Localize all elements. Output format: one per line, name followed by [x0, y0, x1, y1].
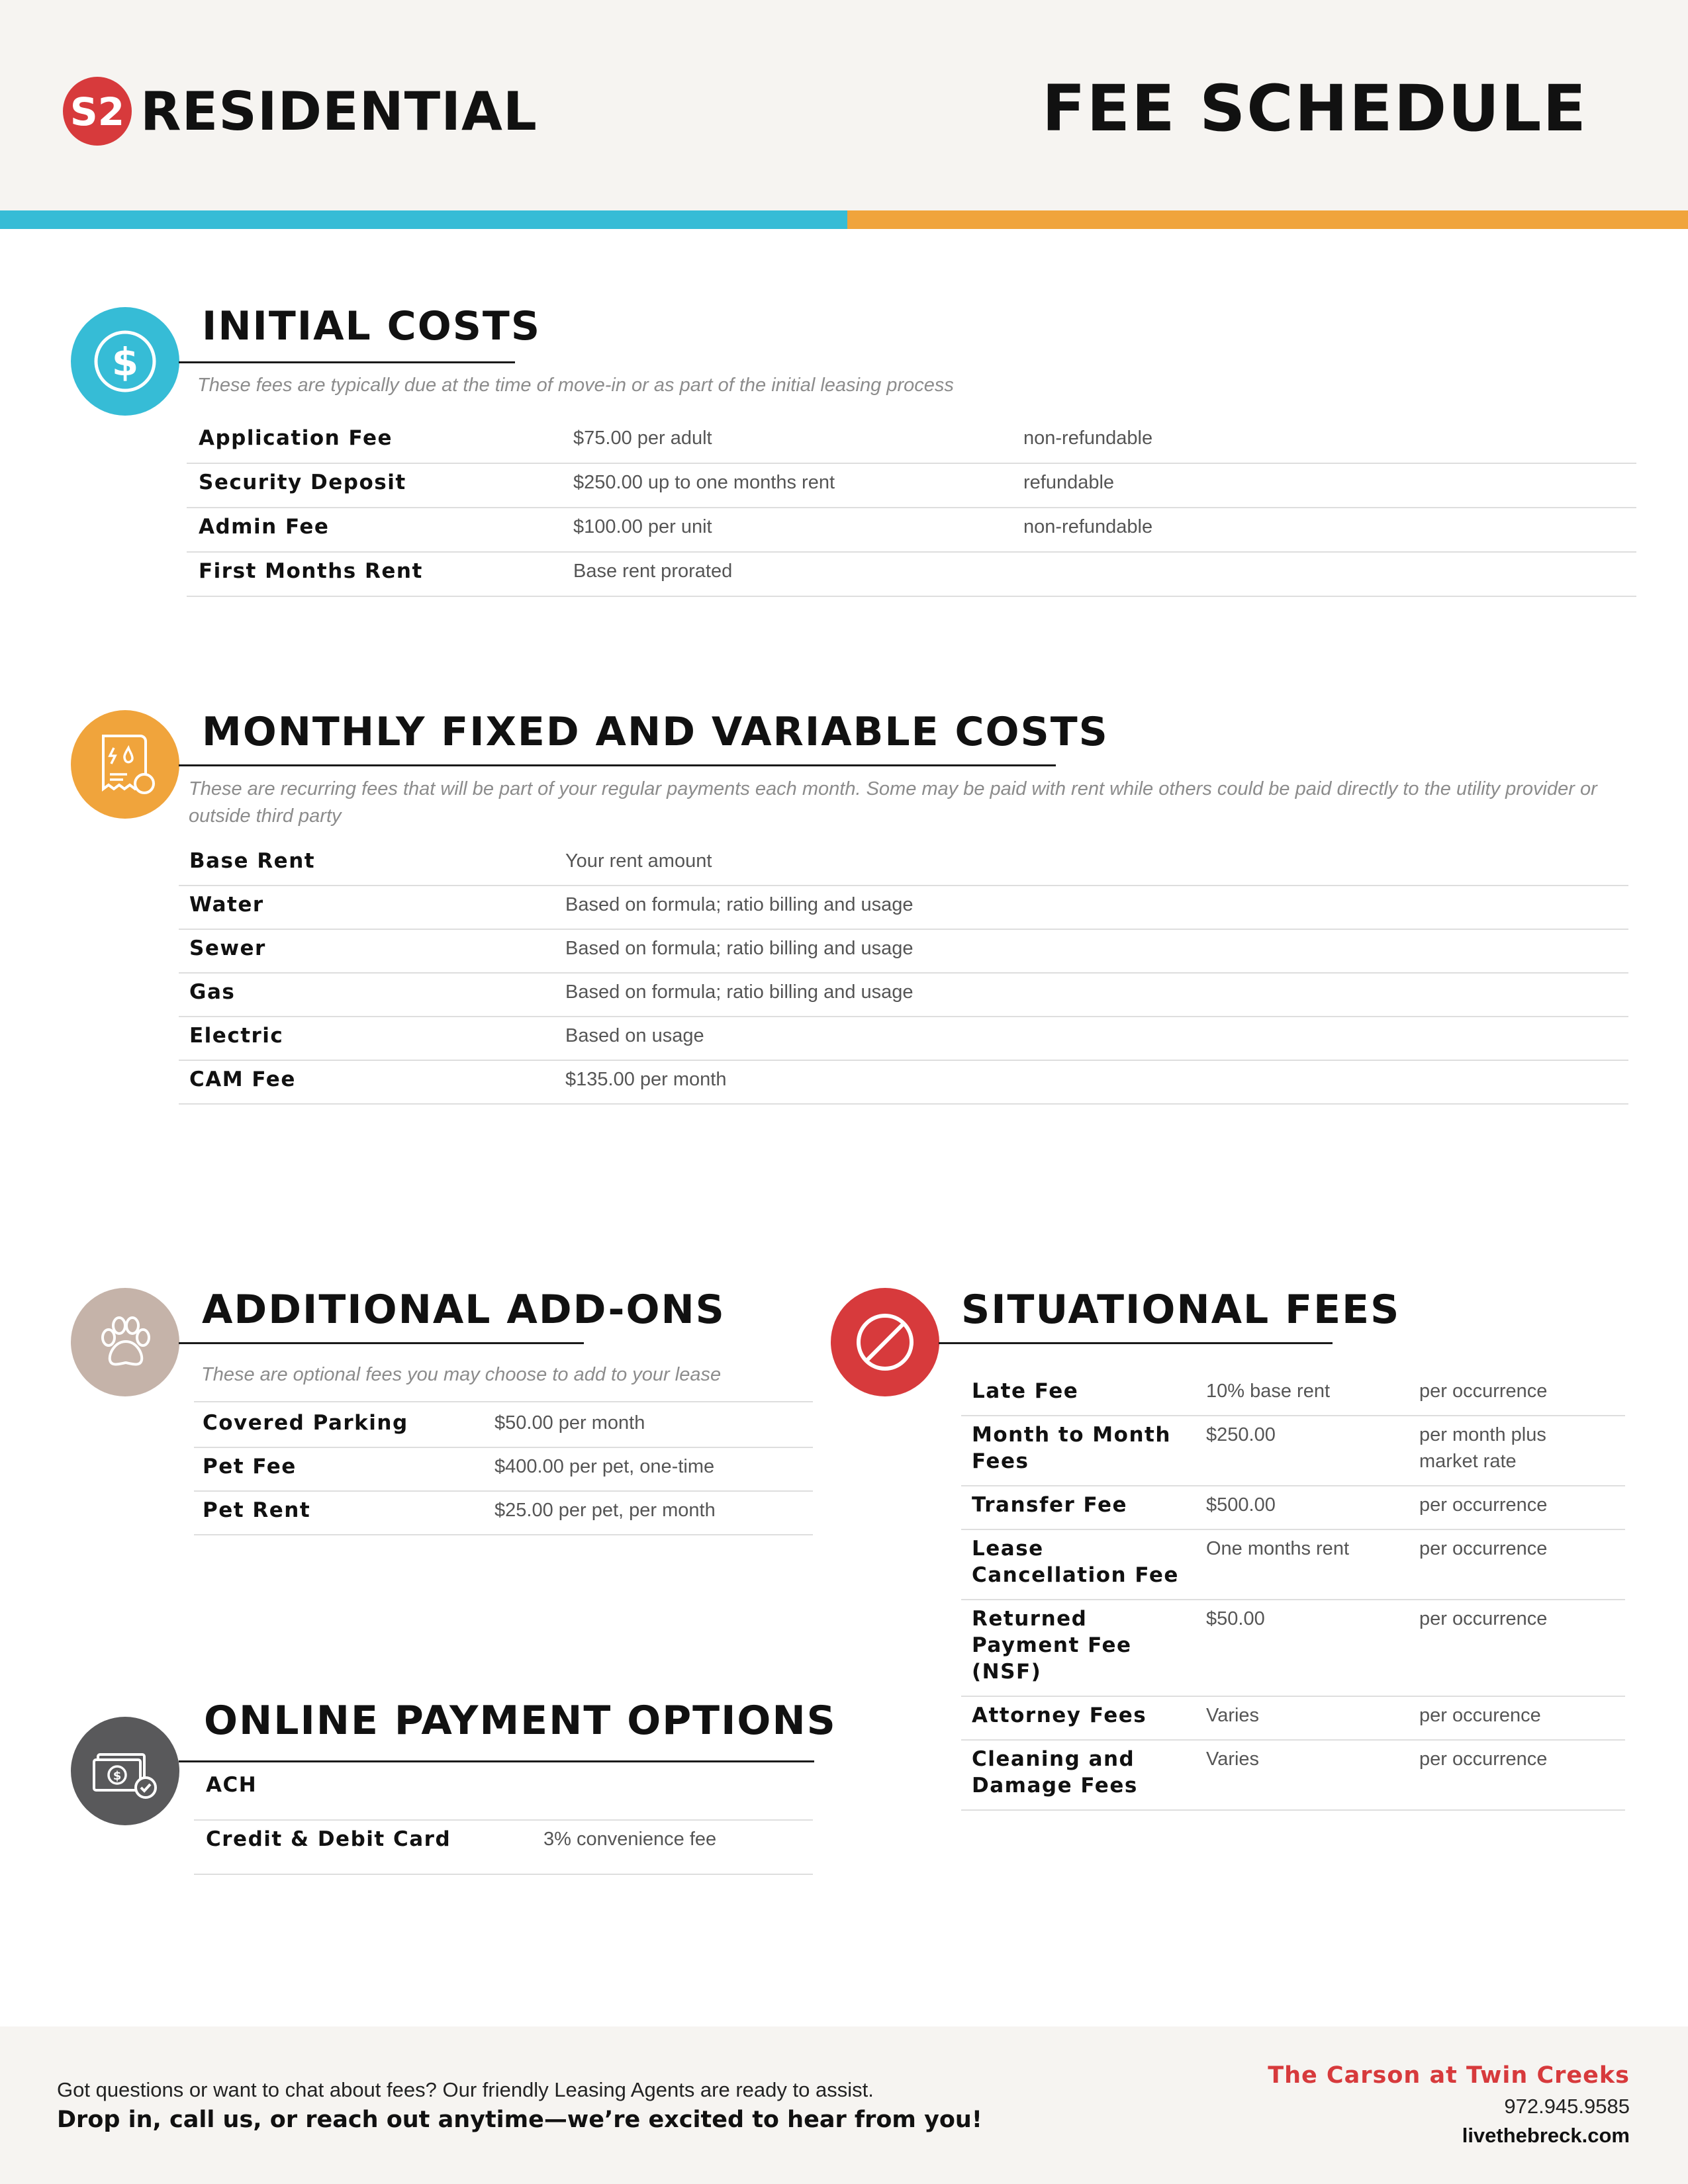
- company-logo: [61, 74, 538, 148]
- fee-label: Cleaning and: [972, 1747, 1135, 1771]
- fee-label: Water: [189, 893, 264, 917]
- fee-label: Credit & Debit Card: [206, 1827, 451, 1851]
- table-row: [187, 418, 1636, 464]
- situational-fees-title: SITUATIONAL FEES: [961, 1287, 1401, 1333]
- dollar-icon: [71, 307, 179, 416]
- fee-amount: Base rent prorated: [573, 561, 733, 582]
- property-name: The Carson at Twin Creeks: [1268, 2062, 1630, 2089]
- fee-note: per occurence: [1419, 1705, 1541, 1726]
- fee-label: Pet Rent: [203, 1498, 311, 1522]
- logo-wordmark: RESIDENTIAL: [140, 80, 538, 142]
- fee-amount: Varies: [1206, 1705, 1260, 1726]
- fee-amount: 10% base rent: [1206, 1381, 1331, 1402]
- fee-amount: $250.00 up to one months rent: [573, 472, 835, 493]
- fee-amount: $50.00: [1206, 1608, 1265, 1629]
- table-row: [961, 1739, 1625, 1811]
- fee-label: CAM Fee: [189, 1068, 296, 1091]
- table-row: [179, 972, 1628, 1017]
- table-row: [179, 1016, 1628, 1061]
- fee-note: per occurrence: [1419, 1381, 1548, 1402]
- monthly-costs-title: MONTHLY FIXED AND VARIABLE COSTS: [202, 709, 1109, 755]
- fee-label: Month to Month: [972, 1423, 1171, 1447]
- fee-amount: Based on formula; ratio billing and usage: [565, 938, 914, 959]
- fee-label: Payment Fee: [972, 1633, 1132, 1657]
- fee-note: per occurrence: [1419, 1749, 1548, 1770]
- svg-text:$: $: [111, 340, 139, 385]
- fee-label: Late Fee: [972, 1379, 1079, 1403]
- fee-label: ACH: [206, 1773, 258, 1797]
- fee-label: First Months Rent: [199, 559, 423, 583]
- fee-label: Damage Fees: [972, 1774, 1138, 1797]
- fee-note: market rate: [1419, 1451, 1517, 1472]
- fee-label: Admin Fee: [199, 515, 330, 539]
- fee-amount: One months rent: [1206, 1538, 1349, 1559]
- table-row: [187, 507, 1636, 553]
- payment-icon: [71, 1717, 179, 1825]
- fee-amount: $75.00 per adult: [573, 428, 712, 449]
- footer: [0, 2026, 1688, 2184]
- addons-description: These are optional fees you may choose to add to your lease: [201, 1364, 722, 1385]
- fee-amount: Varies: [1206, 1749, 1260, 1770]
- fee-label: Lease: [972, 1537, 1044, 1561]
- fee-amount: $400.00 per pet, one-time: [494, 1456, 715, 1477]
- fee-label: Covered Parking: [203, 1411, 408, 1435]
- fee-label: Application Fee: [199, 426, 393, 450]
- table-row: [179, 885, 1628, 930]
- fee-amount: Based on formula; ratio billing and usage: [565, 981, 914, 1003]
- fee-label: Fees: [972, 1449, 1029, 1473]
- initial-costs-description: These fees are typically due at the time of move-in or as part of the initial leasing process: [197, 375, 954, 396]
- table-row: [961, 1599, 1625, 1697]
- header-stripe-orange: [847, 210, 1688, 229]
- fee-label: Sewer: [189, 936, 266, 960]
- addons-table-top-rule: [194, 1401, 813, 1402]
- fee-amount: $135.00 per month: [565, 1069, 727, 1090]
- table-row: [961, 1415, 1625, 1486]
- logo-mark-text: S2: [70, 89, 125, 134]
- table-row: [194, 1765, 813, 1821]
- fee-note: non-refundable: [1023, 516, 1153, 537]
- header-stripe-blue: [0, 210, 847, 229]
- fee-note: refundable: [1023, 472, 1115, 493]
- prohibited-icon: [831, 1288, 939, 1396]
- fee-amount: 3% convenience fee: [543, 1829, 717, 1850]
- fee-note: per month plus: [1419, 1424, 1546, 1445]
- table-row: [179, 929, 1628, 974]
- table-row: [194, 1403, 813, 1448]
- fee-label: Pet Fee: [203, 1455, 297, 1479]
- table-row: [179, 1060, 1628, 1105]
- fee-label: Base Rent: [189, 849, 316, 873]
- fee-label: Gas: [189, 980, 236, 1004]
- table-row: [179, 841, 1628, 886]
- addons-title: ADDITIONAL ADD-ONS: [202, 1287, 726, 1333]
- website-link[interactable]: livethebreck.com: [1462, 2124, 1630, 2147]
- fee-label: Attorney Fees: [972, 1704, 1147, 1727]
- table-row: [961, 1371, 1625, 1416]
- fee-note: non-refundable: [1023, 428, 1153, 449]
- fee-note: per occurrence: [1419, 1538, 1548, 1559]
- fee-label: Security Deposit: [199, 471, 406, 494]
- paw-icon: [71, 1288, 179, 1396]
- fee-note: per occurrence: [1419, 1608, 1548, 1629]
- fee-amount: $250.00: [1206, 1424, 1276, 1445]
- footer-cta: Drop in, call us, or reach out anytime—we’re excited to hear from you!: [57, 2107, 982, 2133]
- payment-rule: [179, 1760, 814, 1762]
- fee-amount: $50.00 per month: [494, 1412, 645, 1433]
- svg-text:$: $: [113, 1769, 122, 1783]
- fee-amount: $100.00 per unit: [573, 516, 712, 537]
- situational-fees-rule: [939, 1342, 1333, 1344]
- table-row: [961, 1696, 1625, 1741]
- fee-amount: $25.00 per pet, per month: [494, 1500, 716, 1521]
- table-row: [194, 1490, 813, 1535]
- fee-label: Returned: [972, 1607, 1088, 1631]
- table-row: [194, 1819, 813, 1875]
- fee-note: per occurrence: [1419, 1494, 1548, 1516]
- fee-label: Electric: [189, 1024, 284, 1048]
- fee-amount: Based on usage: [565, 1025, 704, 1046]
- monthly-costs-description: These are recurring fees that will be part of your regular payments each month. Some may be paid with rent while others could be paid directly to the utility provider or outside third party: [189, 778, 1597, 827]
- table-row: [961, 1485, 1625, 1530]
- table-row: [961, 1529, 1625, 1600]
- table-row: [194, 1447, 813, 1492]
- payment-title: ONLINE PAYMENT OPTIONS: [204, 1698, 837, 1744]
- utility-bill-icon: [71, 710, 179, 819]
- fee-label: (NSF): [972, 1660, 1042, 1684]
- table-row: [187, 463, 1636, 508]
- table-row: [187, 551, 1636, 597]
- fee-amount: $500.00: [1206, 1494, 1276, 1516]
- s2-logo-icon: [61, 75, 134, 148]
- initial-costs-rule: [179, 361, 515, 363]
- monthly-costs-rule: [179, 764, 1056, 766]
- page-title: FEE SCHEDULE: [1041, 71, 1587, 146]
- fee-amount: Based on formula; ratio billing and usage: [565, 894, 914, 915]
- fee-amount: Your rent amount: [565, 850, 712, 872]
- fee-label: Cancellation Fee: [972, 1563, 1179, 1587]
- footer-question: Got questions or want to chat about fees? Our friendly Leasing Agents are ready to assist.: [57, 2078, 874, 2101]
- initial-costs-title: INITIAL COSTS: [202, 303, 541, 349]
- phone-number[interactable]: 972.945.9585: [1504, 2095, 1630, 2118]
- fee-label: Transfer Fee: [972, 1493, 1128, 1517]
- addons-rule: [179, 1342, 584, 1344]
